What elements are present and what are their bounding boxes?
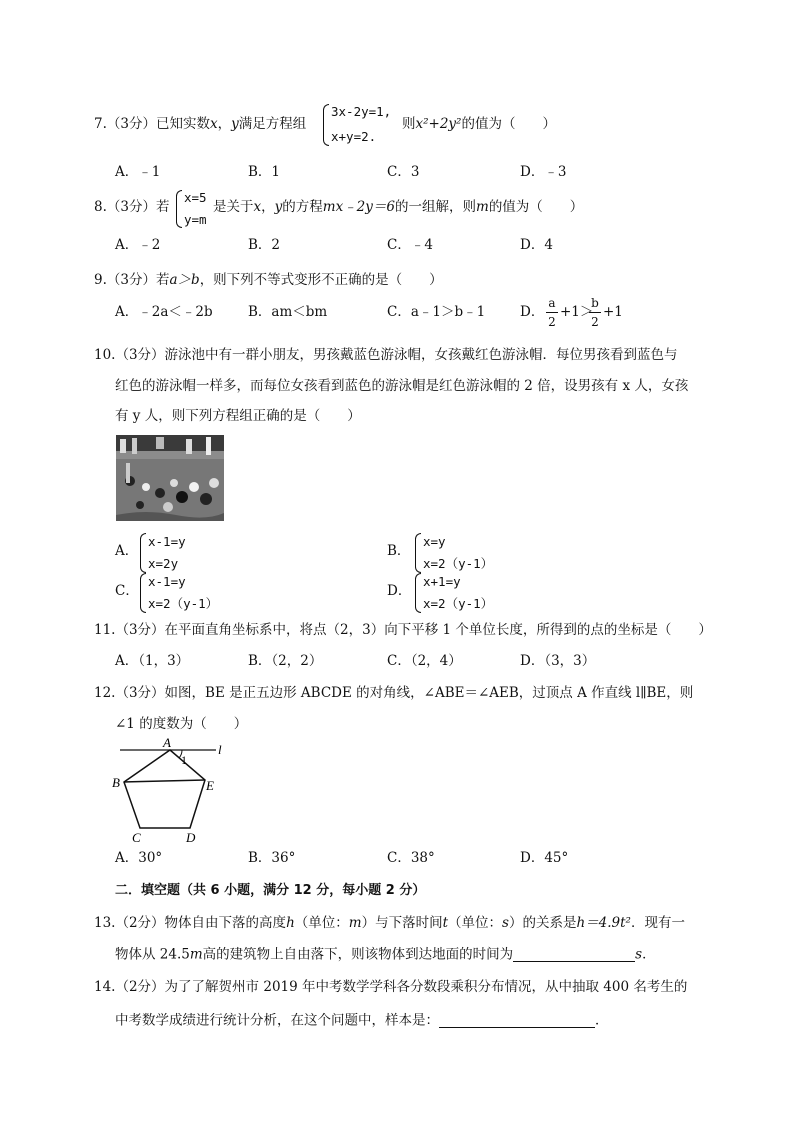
q10-option-d-label: D． bbox=[387, 583, 412, 599]
q8-eq1: x=5 bbox=[184, 190, 207, 205]
section-title: 二．填空题（共 6 小题，满分 12 分，每小题 2 分） bbox=[115, 883, 426, 898]
q10-option-b-eq2: x=2（y-1） bbox=[423, 556, 494, 571]
swimming-pool-photo bbox=[116, 435, 224, 521]
q8-stem-tail: 是关于x，y的方程mx﹣2y＝6的一组解，则m的值为（ ） bbox=[213, 199, 584, 215]
q8-option-b: B．2 bbox=[248, 237, 281, 253]
q10-option-b-eq1: x=y bbox=[423, 534, 446, 549]
q11-stem: 11.（3分）在平面直角坐标系中，将点（2，3）向下平移 1 个单位长度，所得到的点的坐标是（ ） bbox=[94, 622, 712, 638]
q12-option-d: D．45° bbox=[520, 850, 569, 866]
q9-d-num1: a bbox=[548, 296, 556, 310]
q10-option-a-brace bbox=[140, 533, 146, 573]
q9-option-d: D． bbox=[520, 304, 545, 320]
q14-line1: 14.（2分）为了了解贺州市 2019 年中考数学学科各分数段乘积分布情况，从中抽取 400 名考生的 bbox=[94, 979, 688, 995]
q10-option-b-brace bbox=[415, 533, 421, 573]
q9-d-mid: +1＞ bbox=[560, 304, 594, 320]
q10-option-d-eq2: x=2（y-1） bbox=[423, 596, 494, 611]
q8-stem: 8.（3分）若 bbox=[94, 199, 170, 215]
q7-system-brace bbox=[323, 104, 329, 146]
q12-line2: ∠1 的度数为（ ） bbox=[115, 716, 248, 732]
label-b: B bbox=[112, 775, 120, 790]
q8-eq2: y=m bbox=[184, 212, 207, 227]
q13-answer-blank[interactable] bbox=[513, 947, 635, 962]
label-1: 1 bbox=[181, 753, 187, 767]
label-l: l bbox=[218, 742, 222, 757]
q10-option-d-brace bbox=[415, 573, 421, 613]
q14-line2: 中考数学成绩进行统计分析，在这个问题中，样本是： ． bbox=[115, 1012, 609, 1029]
q12-option-a: A．30° bbox=[115, 850, 163, 866]
label-e: E bbox=[206, 778, 214, 793]
q9-option-a: A．﹣2a＜﹣2b bbox=[115, 304, 213, 320]
pentagon-abcde bbox=[124, 750, 205, 828]
q7-stem-tail: 则x²+2y²的值为（ ） bbox=[402, 116, 556, 132]
q10-option-b-label: B． bbox=[387, 543, 411, 559]
q9-option-b: B．am＜bm bbox=[248, 304, 328, 320]
q8-option-d: D．4 bbox=[520, 237, 553, 253]
q10-line2: 红色的游泳帽一样多，而每位女孩看到蓝色的游泳帽是红色游泳帽的 2 倍，设男孩有 x 人，女孩 bbox=[115, 378, 689, 394]
diagonal-be bbox=[124, 780, 205, 782]
q7-option-b: B．1 bbox=[248, 164, 281, 180]
pentagon-figure bbox=[108, 734, 238, 846]
q13-line2: 物体从 24.5m高的建筑物上自由落下，则该物体到达地面的时间为 s． bbox=[115, 946, 656, 963]
q7-option-a: A．﹣1 bbox=[115, 164, 161, 180]
q9-d-bar2 bbox=[589, 312, 601, 313]
q12-option-b: B．36° bbox=[248, 850, 296, 866]
q14-answer-blank[interactable] bbox=[439, 1013, 595, 1028]
q9-option-c: C．a﹣1＞b﹣1 bbox=[387, 304, 486, 320]
q8-option-c: C．﹣4 bbox=[387, 237, 433, 253]
q9-d-end: +1 bbox=[603, 304, 623, 320]
q7-stem: 7.（3分）已知实数x，y满足方程组 bbox=[94, 116, 307, 132]
label-d: D bbox=[186, 830, 196, 845]
q10-option-a-eq1: x-1=y bbox=[148, 534, 186, 549]
swimming-pool-photo-drawing bbox=[116, 435, 224, 521]
label-c: C bbox=[132, 830, 141, 845]
q10-option-c-eq1: x-1=y bbox=[148, 574, 186, 589]
q9-d-bar1 bbox=[546, 312, 558, 313]
q10-option-a-label: A． bbox=[115, 543, 139, 559]
q9-stem: 9.（3分）若a＞b，则下列不等式变形不正确的是（ ） bbox=[94, 272, 443, 288]
q7-option-d: D．﹣3 bbox=[520, 164, 567, 180]
q10-line3: 有 y 人，则下列方程组正确的是（ ） bbox=[115, 408, 361, 424]
q12-line1: 12.（3分）如图，BE 是正五边形 ABCDE 的对角线，∠ABE＝∠AEB，过顶点 A 作直线 l∥BE，则 bbox=[94, 685, 694, 701]
q10-option-d-eq1: x+1=y bbox=[423, 574, 461, 589]
q7-eq2: x+y=2. bbox=[331, 129, 377, 144]
q10-option-a-eq2: x=2y bbox=[148, 556, 179, 571]
q8-option-a: A．﹣2 bbox=[115, 237, 161, 253]
q11-option-c: C．（2，4） bbox=[387, 653, 462, 669]
q10-option-c-label: C． bbox=[115, 583, 139, 599]
q9-d-num2: b bbox=[591, 296, 599, 310]
q7-eq1: 3x-2y=1, bbox=[331, 104, 392, 119]
q9-d-den1: 2 bbox=[548, 315, 556, 329]
q7-option-c: C．3 bbox=[387, 164, 420, 180]
q8-system-brace bbox=[176, 190, 182, 228]
q9-d-den2: 2 bbox=[591, 315, 599, 329]
q11-option-a: A．（1，3） bbox=[115, 653, 190, 669]
q12-option-c: C．38° bbox=[387, 850, 435, 866]
q10-option-c-eq2: x=2（y-1） bbox=[148, 596, 219, 611]
q11-option-b: B．（2，2） bbox=[248, 653, 323, 669]
label-a: A bbox=[163, 735, 171, 750]
q10-line1: 10.（3分）游泳池中有一群小朋友，男孩戴蓝色游泳帽，女孩戴红色游泳帽．每位男孩看到蓝色与 bbox=[94, 347, 678, 363]
q10-option-c-brace bbox=[140, 573, 146, 613]
q13-line1: 13.（2分）物体自由下落的高度h（单位：m）与下落时间t（单位：s）的关系是h＝4.9t²．现有一 bbox=[94, 915, 685, 931]
q11-option-d: D．（3，3） bbox=[520, 653, 596, 669]
